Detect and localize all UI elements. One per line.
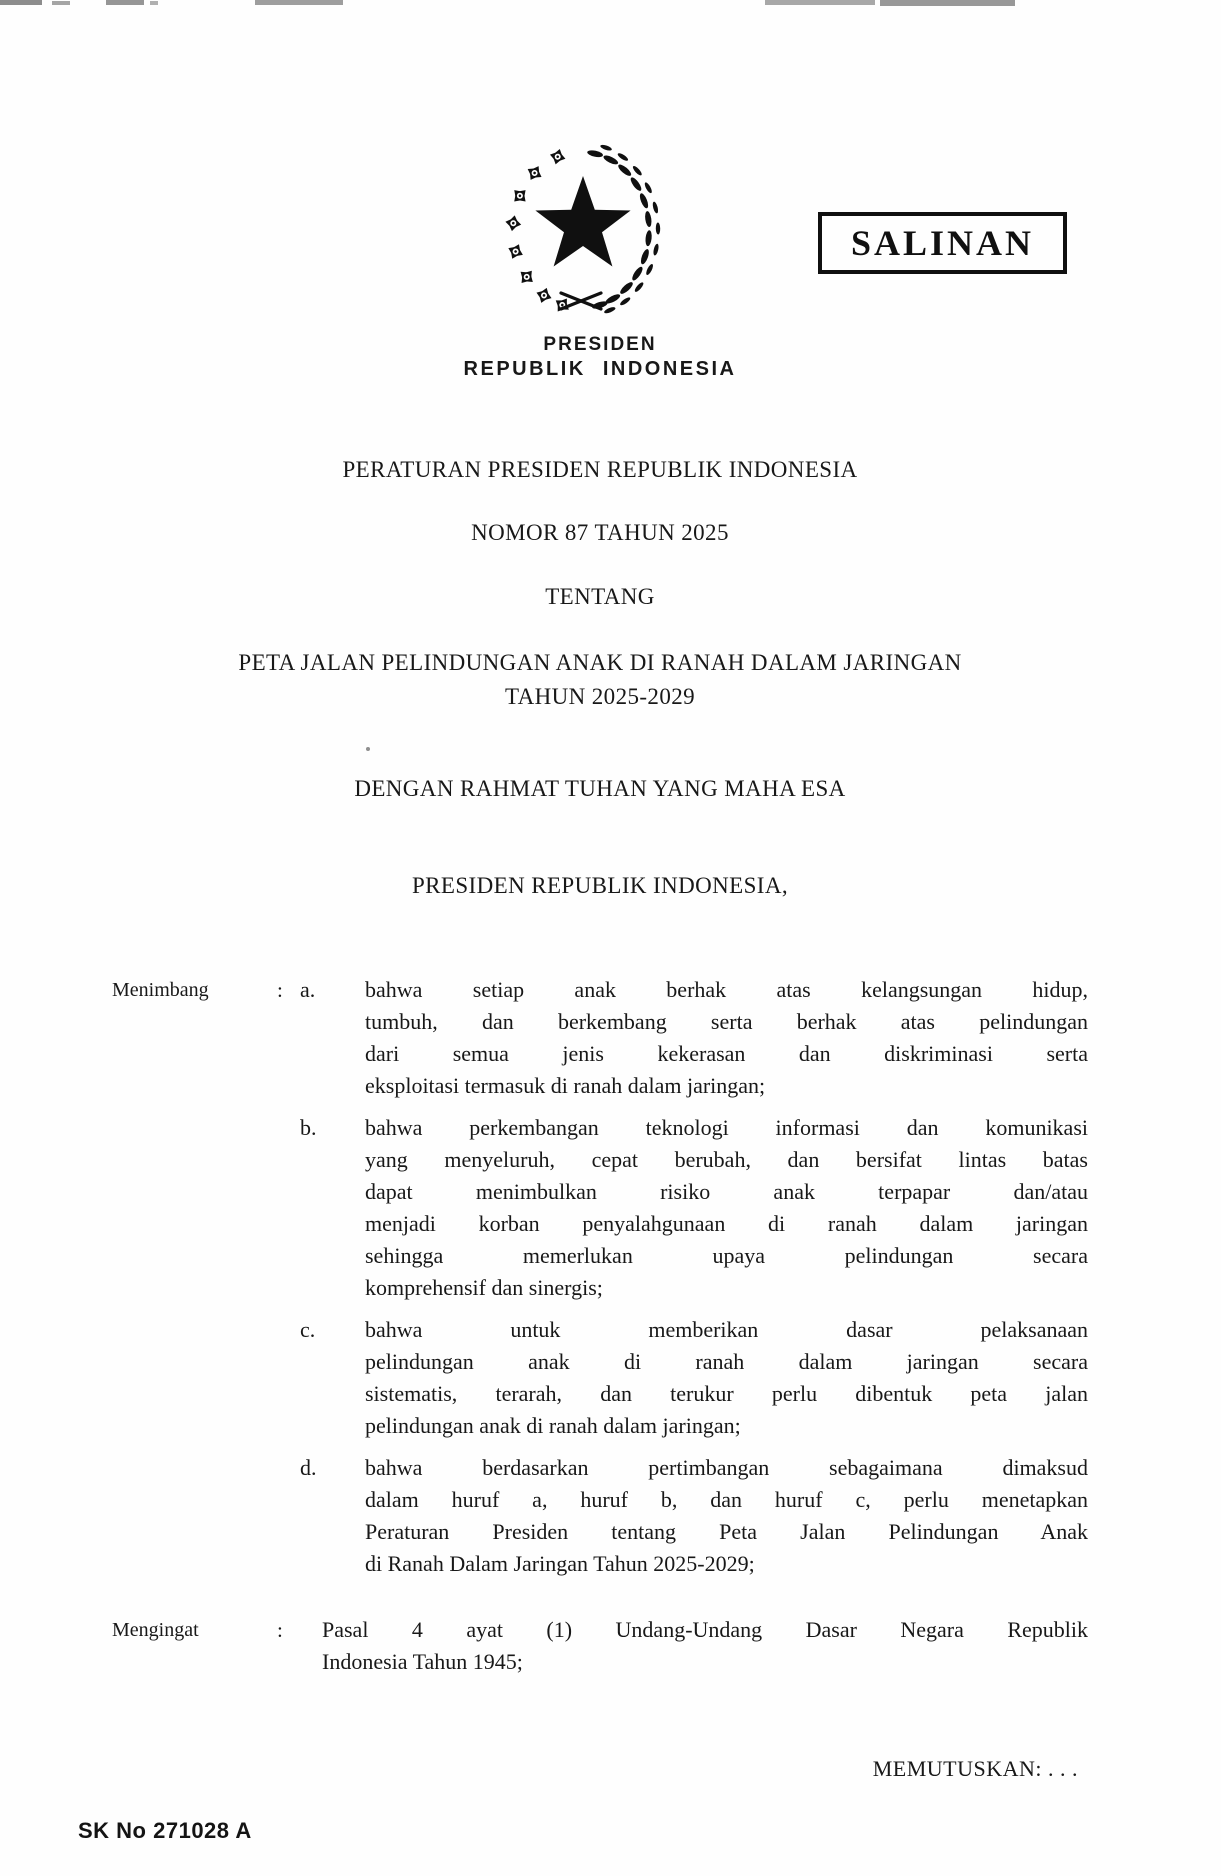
letterhead-line2: REPUBLIK INDONESIA (463, 358, 737, 380)
tentang-label: TENTANG (545, 584, 655, 609)
mengingat-colon: : (277, 1618, 283, 1642)
paragraph-line: pelindungan anak di ranah dalam jaringan secara (365, 1349, 1088, 1374)
memutuskan-catchword: MEMUTUSKAN: . . . (872, 1756, 1078, 1781)
scan-artifact (0, 0, 42, 5)
subject-line2: TAHUN 2025-2029 (504, 684, 696, 709)
paragraph-line: di Ranah Dalam Jaringan Tahun 2025-2029; (365, 1551, 755, 1576)
authority-line: PRESIDEN REPUBLIK INDONESIA, (411, 873, 788, 898)
paragraph-line: pelindungan anak di ranah dalam jaringan; (365, 1413, 741, 1438)
item-letter-a: a. (300, 977, 316, 1002)
regulation-title: PERATURAN PRESIDEN REPUBLIK INDONESIA (342, 457, 858, 482)
mengingat-label: Mengingat (112, 1619, 199, 1641)
paragraph-line: sistematis, terarah, dan terukur perlu dibentuk peta jalan (365, 1381, 1088, 1406)
item-letter-c: c. (300, 1317, 316, 1342)
paragraph-line: bahwa berdasarkan pertimbangan sebagaimana dimaksud (365, 1455, 1088, 1480)
invocation-line: DENGAN RAHMAT TUHAN YANG MAHA ESA (354, 776, 846, 801)
paragraph-line: bahwa setiap anak berhak atas kelangsungan hidup, (365, 977, 1088, 1002)
paragraph-line: dalam huruf a, huruf b, dan huruf c, perlu menetapkan (365, 1487, 1088, 1512)
paragraph-line: Peraturan Presiden tentang Peta Jalan Pelindungan Anak (365, 1519, 1088, 1544)
paragraph-line: eksploitasi termasuk di ranah dalam jaringan; (365, 1073, 766, 1098)
sk-number: SK No 271028 A (78, 1818, 252, 1843)
paragraph-line: menjadi korban penyalahgunaan di ranah dalam jaringan (365, 1211, 1088, 1236)
scan-artifact (880, 0, 1015, 6)
paragraph-line: dapat menimbulkan risiko anak terpapar dan/atau (365, 1179, 1088, 1204)
subject-line1: PETA JALAN PELINDUNGAN ANAK DI RANAH DALAM JARINGAN (238, 650, 962, 675)
presidential-seal-icon (503, 140, 663, 316)
scan-artifact (52, 1, 70, 5)
scan-artifact (106, 0, 144, 5)
paragraph-line: tumbuh, dan berkembang serta berhak atas pelindungan (365, 1009, 1088, 1034)
menimbang-colon: : (277, 978, 283, 1002)
scan-artifact (150, 1, 158, 5)
scan-artifact (765, 0, 875, 5)
salinan-stamp-label: SALINAN (850, 223, 1035, 263)
paragraph-line: komprehensif dan sinergis; (365, 1275, 603, 1300)
paragraph-line: Indonesia Tahun 1945; (322, 1649, 523, 1674)
salinan-stamp (818, 212, 1067, 274)
letterhead-line1: PRESIDEN (543, 334, 657, 355)
scan-artifact (255, 0, 343, 5)
scan-artifact (366, 747, 370, 751)
regulation-number: NOMOR 87 TAHUN 2025 (471, 520, 729, 545)
item-letter-d: d. (300, 1455, 317, 1480)
paragraph-line: dari semua jenis kekerasan dan diskriminasi serta (365, 1041, 1088, 1066)
paragraph-line: sehingga memerlukan upaya pelindungan secara (365, 1243, 1088, 1268)
paragraph-line: yang menyeluruh, cepat berubah, dan bersifat lintas batas (365, 1147, 1088, 1172)
paragraph-line: Pasal 4 ayat (1) Undang-Undang Dasar Negara Republik (322, 1617, 1088, 1642)
item-letter-b: b. (300, 1115, 317, 1140)
paragraph-line: bahwa perkembangan teknologi informasi dan komunikasi (365, 1115, 1088, 1140)
paragraph-line: bahwa untuk memberikan dasar pelaksanaan (365, 1317, 1088, 1342)
menimbang-label: Menimbang (112, 979, 209, 1001)
